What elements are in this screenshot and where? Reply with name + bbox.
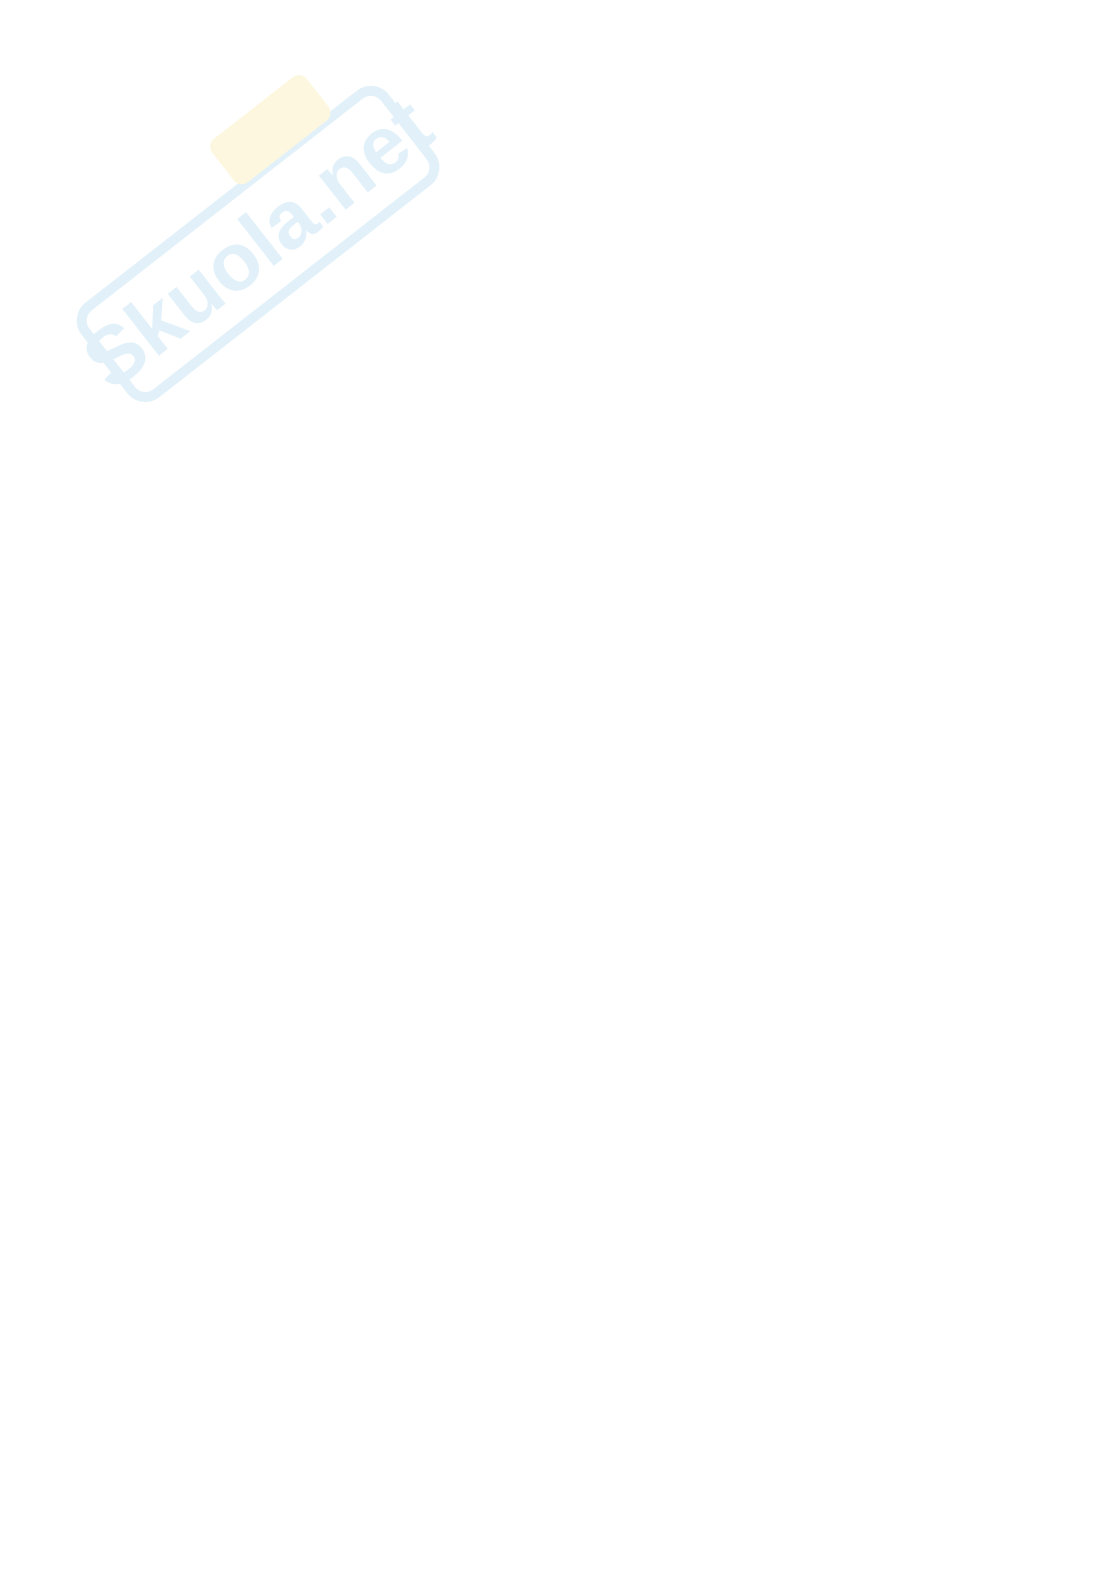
document-body [134,133,979,160]
svg-text:Skuola.net: Skuola.net [66,80,450,408]
section-spacer [134,133,979,160]
watermark-logo [25,40,485,440]
